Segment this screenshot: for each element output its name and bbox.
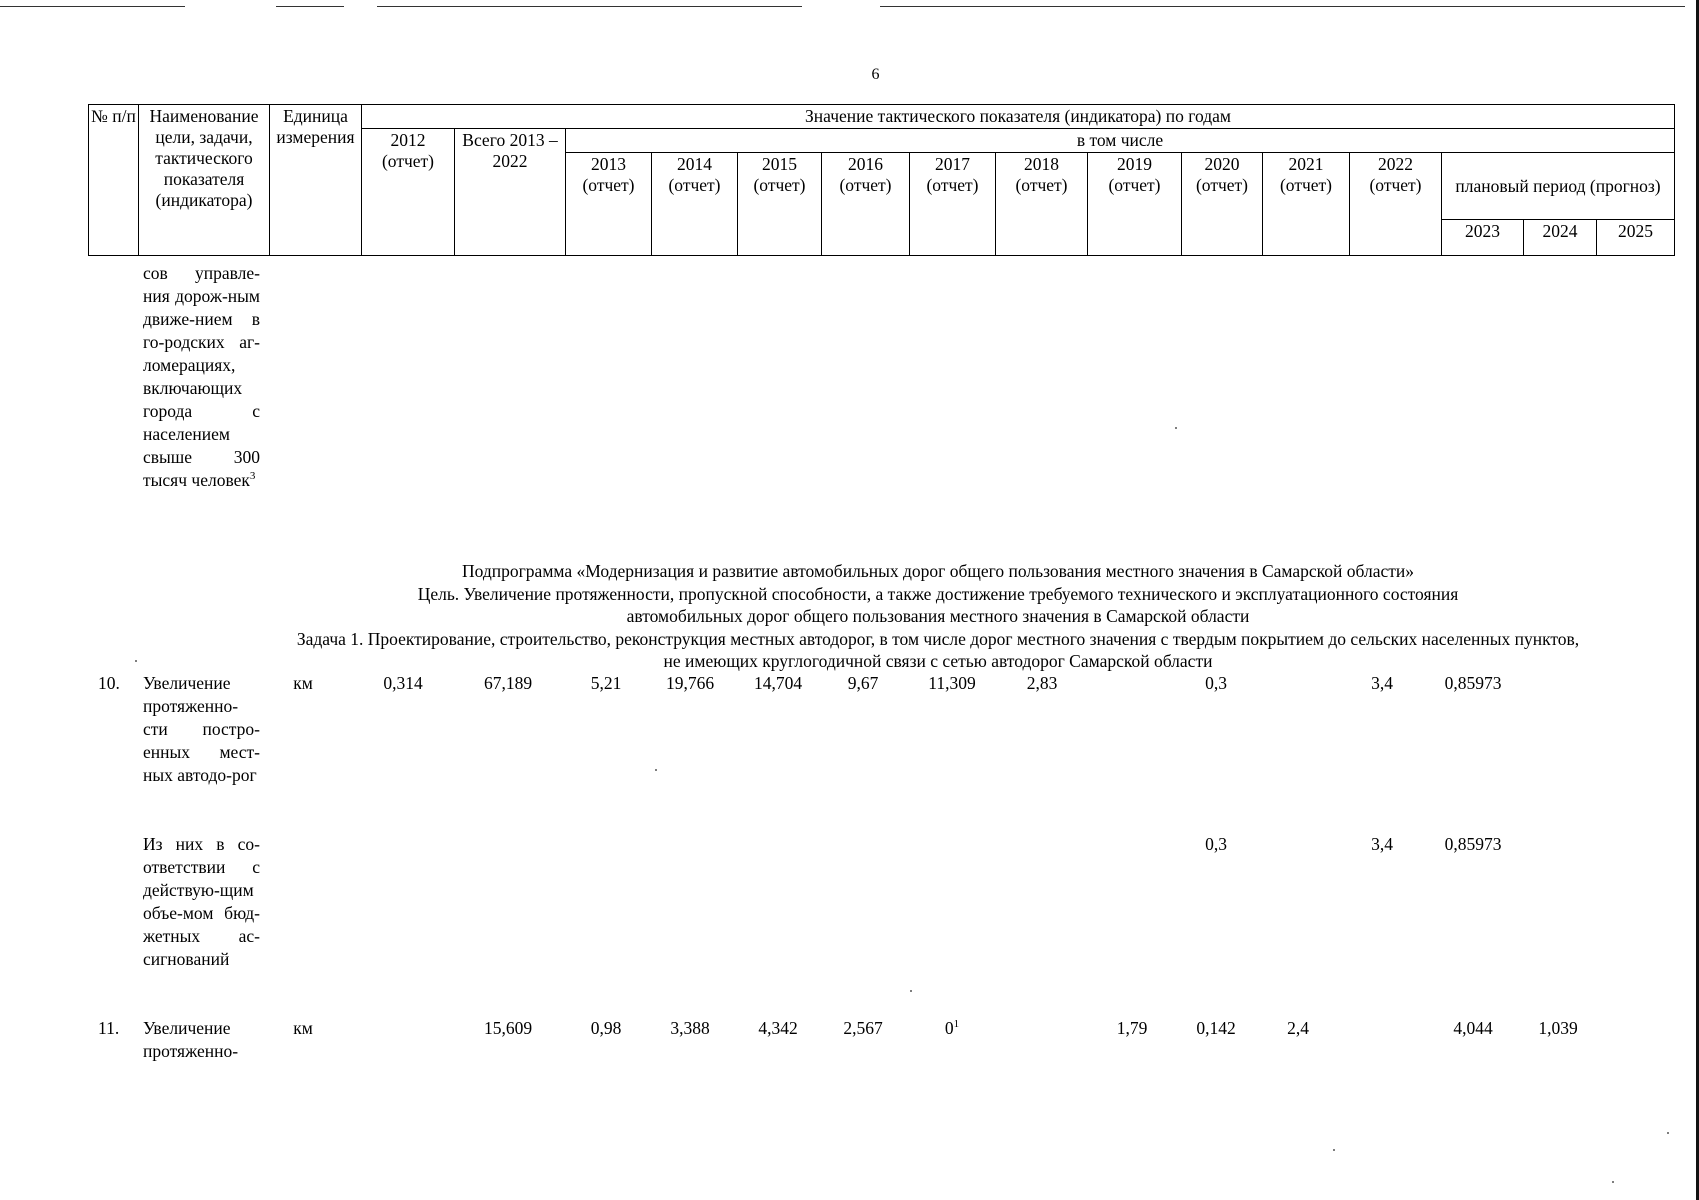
scan-artifact-line [377, 6, 802, 7]
year-header-2017: 2017 (отчет) [910, 153, 996, 256]
scan-speck [1612, 1181, 1614, 1183]
value-total: 67,189 [483, 673, 533, 693]
value-2016: 2,567 [843, 1018, 883, 1038]
value-2020: 0,3 [1205, 834, 1227, 854]
indicator-name: Увеличение протяженно- [143, 1018, 239, 1061]
value-2022: 3,4 [1371, 673, 1393, 693]
scan-artifact-line [1500, 6, 1685, 7]
value-2023: 4,044 [1453, 1018, 1493, 1038]
year-header-2022: 2022 (отчет) [1350, 153, 1442, 256]
scan-artifact-line [0, 6, 185, 7]
value-2018: 2,83 [1026, 673, 1058, 693]
scan-speck [1175, 427, 1177, 429]
planned-period-header: плановый период (прогноз) [1442, 153, 1675, 220]
scan-speck [1333, 1149, 1335, 1151]
footnote-ref: 3 [249, 470, 256, 483]
subprogram-goal: Цель. Увеличение протяженности, пропускной способности, а также достижение требуемого технического и эксплуатационного состояния автомобильных дорог общего пользования местного значения в Самарской области [417, 583, 1459, 626]
footnote-ref: 1 [953, 1018, 960, 1031]
scan-speck [910, 990, 912, 992]
subprogram-task: Задача 1. Проектирование, строительство, реконструкция местных автодорог, в том числе дорог местного значения с твердым покрытием до сельских населенных пунктов, не имеющих круглогодичной связи с сетью автодорог Самарской области [296, 628, 1580, 671]
year-header-2014: 2014 (отчет) [652, 153, 738, 256]
value-2015: 14,704 [753, 673, 803, 693]
col-no-header: № п/п [89, 105, 139, 256]
value-2014: 19,766 [665, 673, 715, 693]
year-header-2015: 2015 (отчет) [738, 153, 822, 256]
value-2024: 1,039 [1538, 1018, 1578, 1038]
value-2021: 2,4 [1287, 1018, 1309, 1038]
unit-value: км [293, 673, 313, 693]
year-header-2016: 2016 (отчет) [822, 153, 910, 256]
planned-year-2025: 2025 [1597, 220, 1675, 256]
value-2022: 3,4 [1371, 834, 1393, 854]
year-header-2018: 2018 (отчет) [996, 153, 1088, 256]
row-number: 11. [98, 1018, 120, 1038]
col-2012-header: 2012 (отчет) [362, 129, 455, 256]
value-total: 15,609 [483, 1018, 533, 1038]
subprogram-heading [288, 560, 1588, 673]
value-2017: $0^1$ [944, 1018, 960, 1038]
value-2017: 11,309 [928, 673, 976, 693]
col-unit-header: Единица измерения [270, 105, 362, 256]
value-2020: 0,142 [1196, 1018, 1236, 1038]
col-values-title: Значение тактического показателя (индикатора) по годам [362, 105, 1675, 129]
year-header-2021: 2021 (отчет) [1263, 153, 1350, 256]
indicator-name: Увеличение протяженно-сти постро-енных мест-ных автодо-рог [143, 673, 260, 785]
value-2014: 3,388 [670, 1018, 710, 1038]
scan-speck [655, 769, 657, 771]
row-number: 10. [98, 673, 120, 693]
scan-artifact-line [880, 6, 1500, 7]
scan-speck [1667, 1132, 1669, 1134]
value-2013: 5,21 [590, 673, 622, 693]
scan-artifact-line [276, 6, 344, 7]
col-name-header: Наименование цели, задачи, тактического показателя (индикатора) [139, 105, 270, 256]
value-2019: 1,79 [1116, 1018, 1148, 1038]
planned-year-2023: 2023 [1442, 220, 1524, 256]
value-2023: 0,85973 [1444, 673, 1502, 693]
unit-value: км [293, 1018, 313, 1038]
year-header-2020: 2020 (отчет) [1182, 153, 1263, 256]
indicator-table-header [88, 104, 1675, 256]
subprogram-title: Подпрограмма «Модернизация и развитие автомобильных дорог общего пользования местного значения в Самарской области» [461, 561, 1415, 581]
indicator-table-body [88, 262, 1676, 1192]
value-2023: 0,85973 [1444, 834, 1502, 854]
col-total-header: Всего 2013 – 2022 [455, 129, 566, 256]
planned-year-2024: 2024 [1524, 220, 1597, 256]
scan-speck [135, 660, 137, 662]
year-header-2013: 2013 (отчет) [566, 153, 652, 256]
value-2020: 0,3 [1205, 673, 1227, 693]
value-2016: 9,67 [847, 673, 879, 693]
indicator-name: Из них в со-ответствии с действую-щим объе-мом бюд-жетных ас-сигнований [143, 834, 260, 969]
carryover-indicator-name: сов управле-ния дорож-ным движе-нием в го-родских аг-ломерациях, включающих города с населением свыше 300 тысяч человек$^3$ [143, 263, 260, 490]
page-number: 6 [871, 66, 880, 83]
year-header-2019: 2019 (отчет) [1088, 153, 1182, 256]
value-2013: 0,98 [590, 1018, 622, 1038]
value-2015: 4,342 [758, 1018, 798, 1038]
col-including-header: в том числе [566, 129, 1675, 153]
value-2012: 0,314 [383, 673, 423, 693]
